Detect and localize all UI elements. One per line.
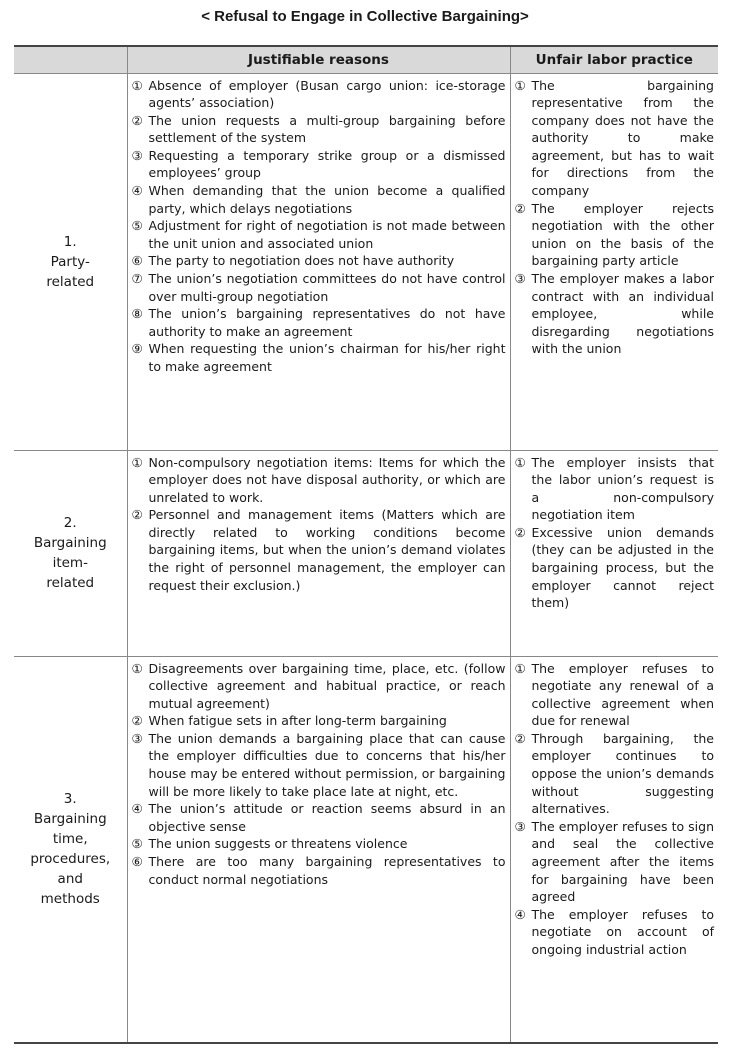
list-item	[132, 835, 506, 853]
item-number: ⑥	[131, 253, 143, 269]
category-line: Party-	[50, 253, 90, 270]
item-text: The union’s attitude or reaction seems absurd in an objective sense	[148, 801, 506, 834]
item-number: ④	[131, 801, 143, 817]
item-text: The union’s negotiation committees do not have control over multi-group negotiation	[148, 271, 506, 304]
item-number: ②	[514, 524, 526, 540]
item-text: Requesting a temporary strike group or a dismissed employees’ group	[148, 147, 506, 181]
item-text: Non-compulsory negotiation items: Items for which the employer does not have disposal authority, or which are unrelated to work.	[148, 454, 506, 505]
table-row	[14, 656, 718, 1043]
category-line: 3.	[63, 791, 77, 808]
list-item	[515, 270, 715, 358]
table-title: < Refusal to Engage in Collective Bargaining>	[201, 8, 529, 25]
item-text: The union suggests or threatens violence	[148, 836, 408, 852]
list-item	[132, 182, 506, 217]
item-text: The employer refuses to negotiate on account of ongoing industrial action	[531, 906, 714, 957]
unfair-practice-cell	[510, 73, 718, 450]
category-line: methods	[40, 891, 100, 908]
table-row	[14, 73, 718, 450]
category-line: 1.	[63, 233, 77, 250]
justifiable-reasons-cell	[127, 656, 510, 1043]
item-number: ①	[514, 77, 526, 93]
item-text: The party to negotiation does not have authority	[148, 253, 455, 269]
list-item	[132, 853, 506, 888]
list-item	[515, 77, 715, 200]
justifiable-list	[132, 660, 506, 889]
item-text: When requesting the union’s chairman for his/her right to make agreement	[148, 341, 506, 374]
category-line: 2.	[63, 515, 77, 531]
item-number: ③	[131, 147, 143, 163]
list-item	[132, 270, 506, 305]
category-line: procedures,	[30, 851, 111, 868]
category-line: item-	[52, 555, 88, 571]
list-item	[515, 660, 715, 730]
list-item	[132, 340, 506, 375]
item-number: ①	[514, 454, 526, 470]
item-text: Disagreements over bargaining time, place, etc. (follow collective agreement and habitual practice, or reach mutual agreement)	[148, 660, 506, 711]
item-text: The employer insists that the labor union’s request is a non-compulsory negotiation item	[531, 454, 714, 523]
unfair-list	[515, 454, 715, 612]
unfair-list	[515, 660, 715, 959]
list-item	[132, 147, 506, 182]
item-text: The bargaining representative from the company does not have the authority to make agreement, but has to wait for directions from the company	[531, 77, 714, 199]
item-text: Adjustment for right of negotiation is not made between the unit union and associated union	[148, 218, 506, 251]
list-item	[132, 506, 506, 594]
item-text: The union demands a bargaining place that can cause the employer difficulties due to concerns that his/her house may be entered without permission, or bargaining will be more likely to take place late at night, etc.	[148, 730, 506, 799]
category-line: Bargaining	[33, 535, 107, 551]
justifiable-reasons-cell	[127, 450, 510, 656]
item-number: ⑥	[131, 854, 143, 870]
header-category	[14, 46, 127, 73]
list-item	[132, 712, 506, 730]
item-number: ⑤	[131, 836, 143, 852]
item-number: ②	[514, 730, 526, 746]
category-line: and	[57, 871, 83, 888]
item-number: ⑧	[131, 306, 143, 322]
item-number: ④	[514, 906, 526, 922]
list-item	[515, 818, 715, 906]
item-text: Absence of employer (Busan cargo union: ice-storage agents’ association)	[148, 77, 506, 111]
item-text: The employer makes a labor contract with an individual employee, while disregarding negotiations with the union	[531, 271, 714, 357]
bargaining-refusal-table	[14, 45, 718, 1044]
header-justifiable-reasons: Justifiable reasons	[127, 46, 510, 73]
item-text: The employer refuses to sign and seal the collective agreement after the items for bargaining have been agreed	[531, 818, 714, 905]
list-item	[132, 660, 506, 713]
list-item	[515, 730, 715, 818]
list-item	[132, 252, 506, 270]
table-row	[14, 450, 718, 656]
item-number: ①	[131, 454, 143, 470]
justifiable-list	[132, 454, 506, 595]
category-line: time,	[52, 831, 88, 848]
item-number: ②	[131, 507, 143, 523]
list-item	[132, 112, 506, 147]
category-cell	[14, 73, 127, 450]
list-item	[132, 454, 506, 507]
item-text: The union requests a multi-group bargaining before settlement of the system	[148, 112, 506, 146]
item-number: ⑤	[131, 218, 143, 234]
list-item	[132, 305, 506, 340]
item-number: ③	[514, 818, 526, 834]
list-item	[515, 454, 715, 524]
list-item	[132, 730, 506, 800]
justifiable-reasons-cell	[127, 73, 510, 450]
category-line: related	[46, 575, 95, 591]
item-number: ①	[514, 660, 526, 676]
header-unfair-labor-practice: Unfair labor practice	[510, 46, 718, 73]
item-text: The employer rejects negotiation with the other union on the basis of the bargaining party article	[531, 200, 714, 269]
category-line: related	[46, 273, 95, 290]
category-cell	[14, 450, 127, 656]
item-text: When demanding that the union become a qualified party, which delays negotiations	[148, 183, 506, 216]
item-number: ③	[131, 730, 143, 746]
justifiable-list	[132, 77, 506, 376]
list-item	[132, 800, 506, 835]
unfair-practice-cell	[510, 656, 718, 1043]
item-number: ③	[514, 271, 526, 287]
item-text: Excessive union demands (they can be adjusted in the bargaining process, but the employer cannot reject them)	[531, 524, 714, 611]
item-text: There are too many bargaining representatives to conduct normal negotiations	[148, 854, 506, 887]
item-text: Personnel and management items (Matters which are directly related to working conditions become bargaining items, but when the union’s demand violates the right of personnel management, the employer can request their exclusion.)	[148, 507, 506, 593]
item-text: The union’s bargaining representatives do not have authority to make an agreement	[148, 306, 506, 339]
item-number: ②	[131, 112, 143, 128]
item-number: ⑨	[131, 341, 143, 357]
item-text: Through bargaining, the employer continues to oppose the union’s demands without suggesting alternatives.	[531, 730, 714, 817]
list-item	[515, 200, 715, 270]
unfair-list	[515, 77, 715, 359]
category-line: Bargaining	[33, 811, 107, 828]
item-number: ②	[514, 200, 526, 216]
item-text: The employer refuses to negotiate any renewal of a collective agreement when due for renewal	[531, 660, 714, 729]
unfair-practice-cell	[510, 450, 718, 656]
item-number: ④	[131, 183, 143, 199]
category-cell	[14, 656, 127, 1043]
item-text: When fatigue sets in after long-term bargaining	[148, 713, 447, 729]
list-item	[132, 77, 506, 112]
item-number: ①	[131, 77, 143, 93]
list-item	[515, 524, 715, 612]
header-row	[14, 46, 718, 73]
item-number: ②	[131, 713, 143, 729]
item-number: ①	[131, 660, 143, 676]
list-item	[515, 906, 715, 959]
list-item	[132, 217, 506, 252]
item-number: ⑦	[131, 271, 143, 287]
